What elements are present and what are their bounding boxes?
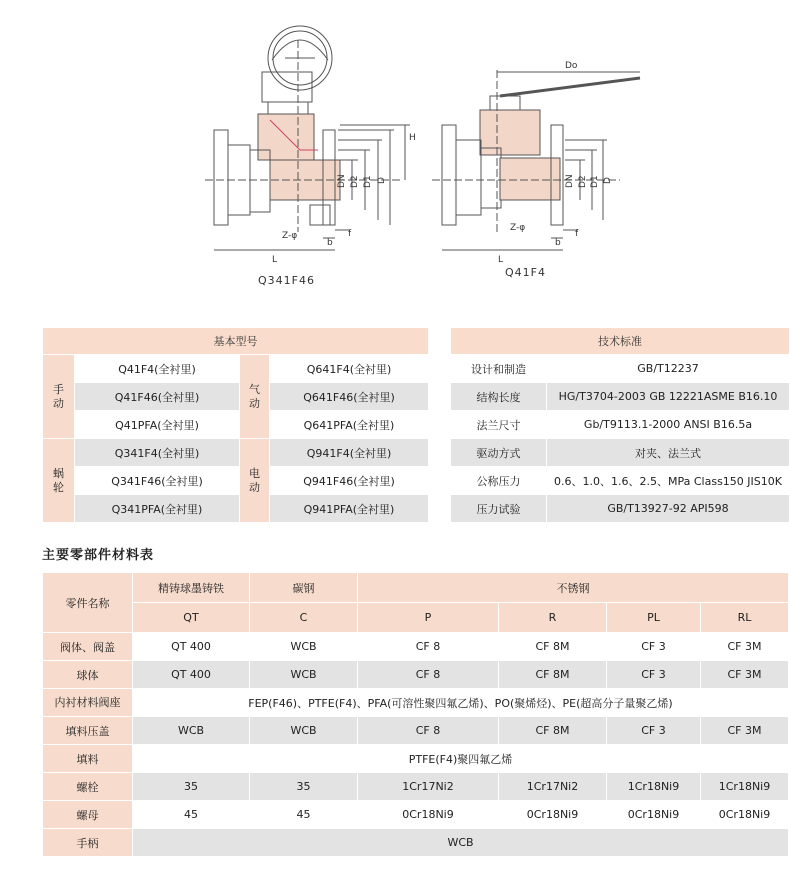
model-cell: Q641PFA(全衬里) (270, 411, 429, 439)
part-name: 填料 (43, 745, 133, 773)
material-cell: CF 3 (607, 661, 701, 689)
dim-d1-label-r: D1 (590, 175, 600, 188)
dim-l-label: L (272, 255, 278, 265)
standard-label: 驱动方式 (451, 439, 547, 467)
material-cell: CF 3M (701, 661, 789, 689)
material-cell: 1Cr17Ni2 (499, 773, 607, 801)
dim-l-label-r: L (498, 255, 504, 265)
material-cell: 0Cr18Ni9 (499, 801, 607, 829)
material-cell: CF 8 (358, 661, 499, 689)
material-cell: 45 (250, 801, 358, 829)
standard-label: 法兰尺寸 (451, 411, 547, 439)
material-cell: CF 8M (499, 661, 607, 689)
material-cell: 35 (250, 773, 358, 801)
dim-dn-label-r: DN (565, 174, 575, 188)
material-header: 精铸球墨铸铁 (133, 573, 250, 603)
standard-value: 对夹、法兰式 (547, 439, 790, 467)
materials-section-title: 主要零部件材料表 (42, 548, 155, 563)
right-valve-drawing (432, 70, 640, 250)
standard-label: 压力试验 (451, 495, 547, 523)
part-name: 螺栓 (43, 773, 133, 801)
dim-b-label-r: b (555, 238, 561, 248)
standard-label: 公称压力 (451, 467, 547, 495)
standards-table-title: 技术标准 (451, 328, 790, 355)
material-code: PL (607, 603, 701, 633)
model-cell: Q641F46(全衬里) (270, 383, 429, 411)
standard-label: 结构长度 (451, 383, 547, 411)
dim-d-label-r: D (603, 177, 613, 184)
material-merged-cell: PTFE(F4)聚四氟乙烯 (133, 745, 789, 773)
material-cell: CF 3M (701, 717, 789, 745)
material-cell: 1Cr18Ni9 (701, 773, 789, 801)
technical-drawings (0, 0, 790, 300)
material-header: 碳钢 (250, 573, 358, 603)
part-name: 球体 (43, 661, 133, 689)
dim-d-label: D (377, 177, 387, 184)
material-code: P (358, 603, 499, 633)
material-cell: WCB (250, 661, 358, 689)
material-cell: 0Cr18Ni9 (701, 801, 789, 829)
material-code: RL (701, 603, 789, 633)
part-name: 手柄 (43, 829, 133, 857)
standards-table (450, 327, 790, 523)
standard-value: 0.6、1.0、1.6、2.5、MPa Class150 JIS10K (547, 467, 790, 495)
group-label-pneumatic: 气 动 (240, 355, 270, 439)
dim-f-label-r: f (575, 229, 579, 239)
material-cell: WCB (250, 717, 358, 745)
part-name: 阀体、阀盖 (43, 633, 133, 661)
dim-d1-label: D1 (363, 175, 373, 188)
part-name: 填料压盖 (43, 717, 133, 745)
material-code: C (250, 603, 358, 633)
material-cell: WCB (133, 717, 250, 745)
model-cell: Q341PFA(全衬里) (75, 495, 240, 523)
material-code: R (499, 603, 607, 633)
model-cell: Q41PFA(全衬里) (75, 411, 240, 439)
dim-z-label-r: Z-φ (510, 223, 526, 233)
left-drawing-caption: Q341F46 (258, 274, 315, 287)
material-cell: CF 8 (358, 633, 499, 661)
dim-do-label: Do (565, 61, 578, 71)
standard-label: 设计和制造 (451, 355, 547, 383)
right-drawing-caption: Q41F4 (505, 266, 546, 279)
part-name: 螺母 (43, 801, 133, 829)
dim-dn-label: DN (337, 174, 347, 188)
group-label-worm: 蜗 轮 (43, 439, 75, 523)
material-cell: 1Cr18Ni9 (607, 773, 701, 801)
model-cell: Q41F4(全衬里) (75, 355, 240, 383)
standard-value: Gb/T9113.1-2000 ANSI B16.5a (547, 411, 790, 439)
dim-h-label: H (409, 133, 416, 143)
material-cell: CF 8M (499, 633, 607, 661)
materials-table (42, 572, 789, 857)
dim-z-label: Z-φ (282, 231, 298, 241)
models-table (42, 327, 429, 523)
material-cell: CF 3 (607, 633, 701, 661)
model-cell: Q941F4(全衬里) (270, 439, 429, 467)
standard-value: HG/T3704-2003 GB 12221ASME B16.10 (547, 383, 790, 411)
model-cell: Q641F4(全衬里) (270, 355, 429, 383)
material-merged-cell: FEP(F46)、PTFE(F4)、PFA(可溶性聚四氟乙烯)、PO(聚烯烃)、PE(超高分子量聚乙烯) (133, 689, 789, 717)
material-cell: 45 (133, 801, 250, 829)
group-label-manual: 手 动 (43, 355, 75, 439)
left-valve-drawing (205, 26, 410, 250)
material-cell: QT 400 (133, 633, 250, 661)
part-name-header: 零件名称 (43, 573, 133, 633)
standard-value: GB/T13927-92 API598 (547, 495, 790, 523)
dim-f-label: f (348, 229, 352, 239)
material-cell: 35 (133, 773, 250, 801)
material-header: 不锈钢 (358, 573, 789, 603)
model-cell: Q941F46(全衬里) (270, 467, 429, 495)
material-cell: 0Cr18Ni9 (358, 801, 499, 829)
material-cell: 0Cr18Ni9 (607, 801, 701, 829)
material-cell: 1Cr17Ni2 (358, 773, 499, 801)
model-cell: Q341F4(全衬里) (75, 439, 240, 467)
model-cell: Q341F46(全衬里) (75, 467, 240, 495)
material-code: QT (133, 603, 250, 633)
dim-d2-label: D2 (350, 175, 360, 188)
model-cell: Q941PFA(全衬里) (270, 495, 429, 523)
model-cell: Q41F46(全衬里) (75, 383, 240, 411)
dim-b-label: b (327, 238, 333, 248)
material-cell: CF 3M (701, 633, 789, 661)
material-cell: CF 8 (358, 717, 499, 745)
group-label-electric: 电 动 (240, 439, 270, 523)
material-merged-cell: WCB (133, 829, 789, 857)
material-cell: WCB (250, 633, 358, 661)
part-name: 内衬材料阀座 (43, 689, 133, 717)
dim-d2-label-r: D2 (578, 175, 588, 188)
material-cell: QT 400 (133, 661, 250, 689)
models-table-title: 基本型号 (43, 328, 429, 355)
material-cell: CF 8M (499, 717, 607, 745)
material-cell: CF 3 (607, 717, 701, 745)
standard-value: GB/T12237 (547, 355, 790, 383)
